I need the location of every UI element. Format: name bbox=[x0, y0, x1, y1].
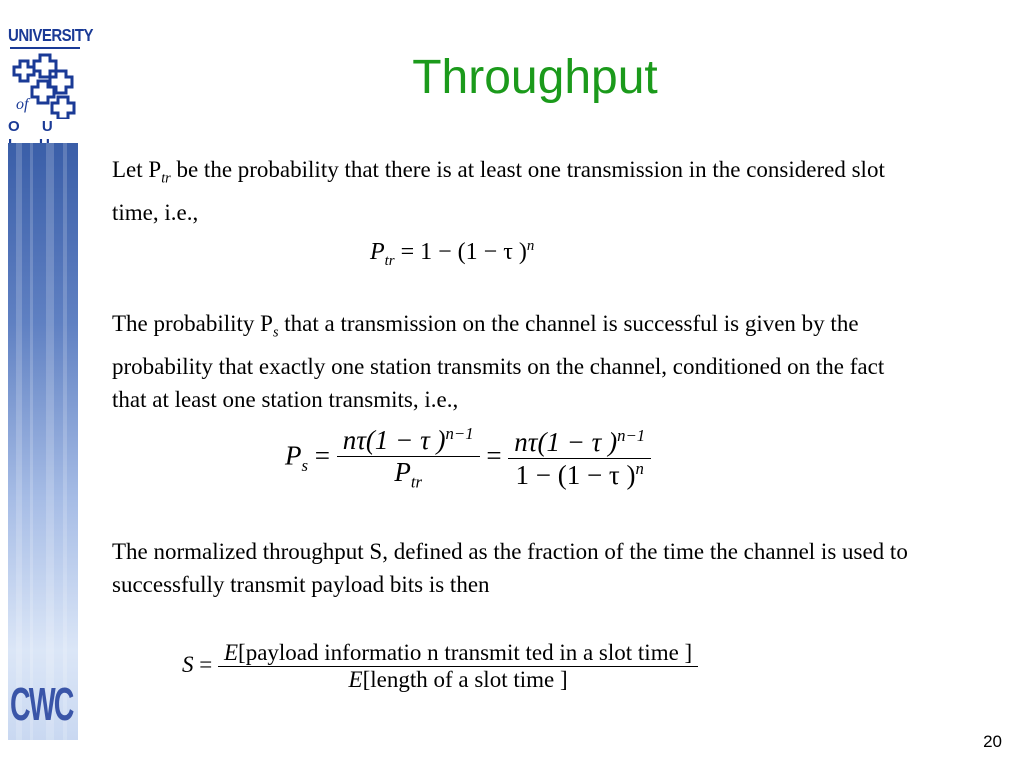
fraction-throughput: $\frac{\text{E[payload informatio n transmit ted in a slot time ]}}{\text{E[length of a slot time ]}}$ bbox=[218, 640, 698, 693]
logo-pattern-icon bbox=[10, 47, 80, 119]
logo-bottom-text: O U bbox=[8, 118, 62, 135]
university-logo bbox=[8, 26, 94, 135]
paragraph-1: Let $P_{tr}$ be the probability that there is at least one transmission in the considered slot time, i.e., bbox=[112, 157, 885, 225]
equation-p-s: $P_s$ = $\frac{n\tau(1 - \tau )^{n-1}}{P_{tr}}$ = $\frac{n\tau(1 - \tau )^{n-1}}{1 - (1 - \tau )^n}$ bbox=[285, 424, 651, 492]
page-number: 20 bbox=[983, 732, 1002, 751]
paragraph-2: The probability $P_s$ that a transmission on the channel is successful is given by the probability that exactly one station transmits on the channel, conditioned on the fact that at least one station transmits, i.e., bbox=[112, 311, 885, 412]
paragraph-3: The normalized throughput S, defined as the fraction of the time the channel is used to successfully transmit payload bits is then bbox=[112, 539, 908, 597]
equation-s: S = $\frac{\text{E[payload informatio n transmit ted in a slot time ]}}{\text{E[length of a slot time ]}}$ bbox=[182, 640, 698, 693]
page-title: Throughput bbox=[412, 51, 658, 104]
equation-p-tr: $P_{tr} = 1 - (1 - \tau$ )$^n$ bbox=[370, 238, 535, 269]
sidebar-decoration bbox=[8, 143, 78, 740]
sidebar-label: CWC bbox=[10, 678, 73, 730]
logo-top-text: UNIVERSITY bbox=[8, 26, 94, 46]
fraction-2: $\frac{n\tau(1 - \tau )^{n-1}}{1 - (1 - \tau )^n}$ bbox=[508, 426, 651, 491]
fraction-1: $\frac{n\tau(1 - \tau )^{n-1}}{P_{tr}}$ bbox=[337, 424, 480, 492]
svg-text:of: of bbox=[16, 96, 29, 113]
